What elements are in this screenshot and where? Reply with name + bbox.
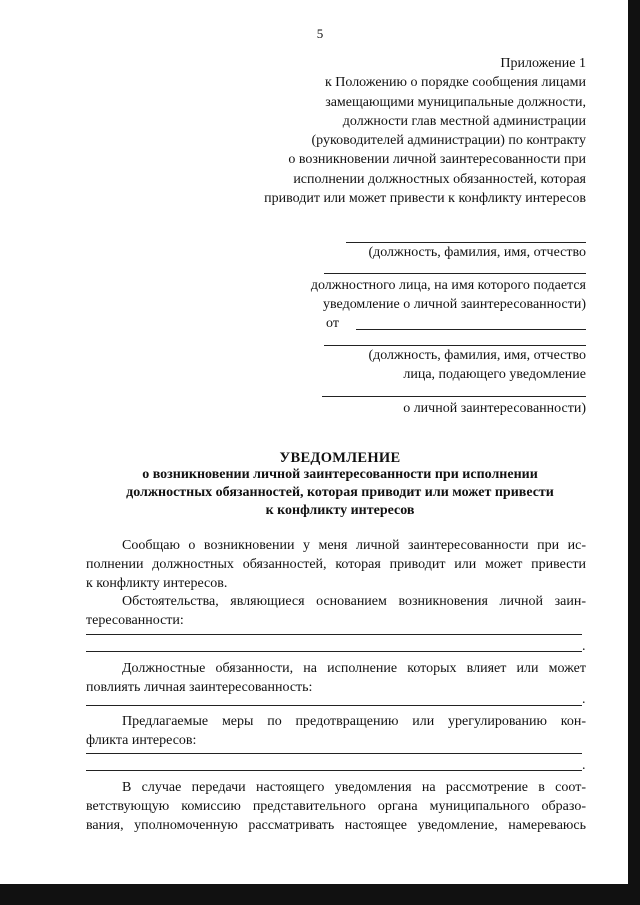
fill-in-line [86,753,582,754]
line-period: . [582,758,586,773]
page-number: 5 [316,26,324,41]
document-title: УВЕДОМЛЕНИЕ [279,450,401,466]
addressee-blank-line [324,273,586,274]
fill-in-line [86,770,582,771]
sender-blank-line [356,329,586,330]
sender-caption: лица, подающего уведомление [403,367,586,382]
document-subtitle: о возникновении личной заинтересованности при исполнении [142,467,538,482]
scan-border-right [628,0,640,905]
document-subtitle: должностных обязанностей, которая приводит или может привести [126,485,554,500]
body-text-line: Сообщаю о возникновении у меня личной заинтересованности при ис- [122,538,586,553]
appendix-line: должности глав местной администрации [342,113,586,129]
body-text-line: фликта интересов: [86,733,197,748]
body-text-line: повлиять личная заинтересованность: [86,680,313,695]
addressee-blank-line [346,242,586,243]
fill-in-line [86,705,582,706]
addressee-caption: должностного лица, на имя которого подается [310,278,586,293]
sender-blank-line [322,396,586,397]
from-label: от [326,316,339,331]
document-subtitle: к конфликту интересов [265,503,415,518]
fill-in-line [86,651,582,652]
sender-blank-line [324,345,586,346]
appendix-header [200,54,586,208]
fill-in-line [86,634,582,635]
addressee-caption: уведомление о личной заинтересованности) [323,297,586,312]
appendix-line: замещающими муниципальные должности, [325,94,586,110]
appendix-line: о возникновении личной заинтересованности при [288,152,586,168]
sender-caption: (должность, фамилия, имя, отчество [368,348,586,363]
scan-border-bottom [0,884,640,905]
body-text-line: вания, уполномоченную рассматривать настоящее уведомление, намереваюсь [86,818,586,833]
addressee-caption: (должность, фамилия, имя, отчество [368,245,586,260]
body-text-line: полнении должностных обязанностей, которая приводит или может привести [86,557,586,572]
appendix-line: к Положению о порядке сообщения лицами [324,75,586,91]
appendix-line: исполнении должностных обязанностей, которая [293,171,586,187]
appendix-line: приводит или может привести к конфликту интересов [264,191,586,207]
body-text-line: ветствующую комиссию представительного органа муниципального образо- [86,799,586,814]
body-text-line: В случае передачи настоящего уведомления на рассмотрение в соот- [122,780,586,795]
body-text-line: тересованности: [86,613,184,628]
sender-caption: о личной заинтересованности) [403,401,586,416]
appendix-line: Приложение 1 [500,56,586,71]
appendix-line: (руководителей администрации) по контракту [311,133,586,149]
body-text-line: к конфликту интересов. [86,576,228,591]
body-text-line: Предлагаемые меры по предотвращению или урегулированию кон- [122,714,586,729]
body-text-line: Обстоятельства, являющиеся основанием возникновения личной заин- [122,594,586,609]
body-text-line: Должностные обязанности, на исполнение которых влияет или может [122,661,586,676]
line-period: . [582,692,586,707]
line-period: . [582,639,586,654]
